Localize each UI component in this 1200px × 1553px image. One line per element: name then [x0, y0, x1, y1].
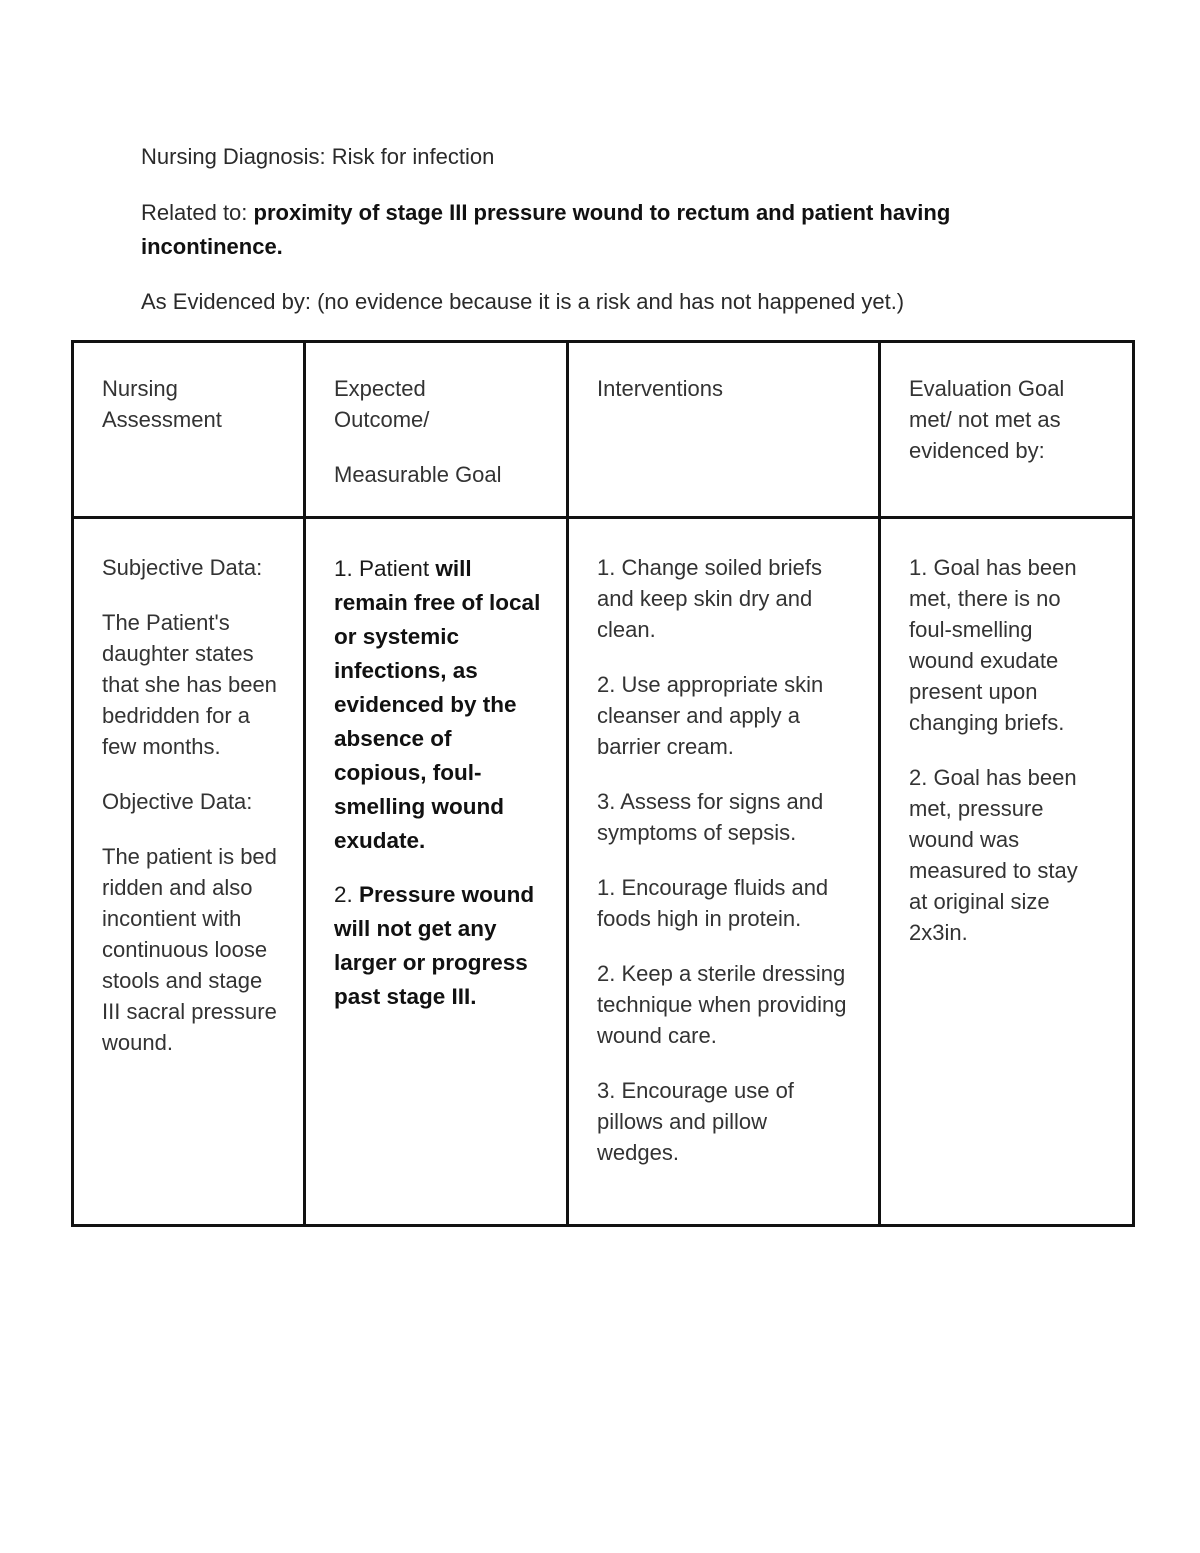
assessment-cell — [73, 518, 305, 1226]
objective-data-label: Objective Data: — [102, 789, 253, 814]
related-to — [141, 196, 1041, 264]
header-evaluation-text: Evaluation Goal met/ not met as evidenced by: — [909, 376, 1065, 463]
evaluation-item: 2. Goal has been met, pressure wound was measured to stay at original size 2x3in. — [909, 765, 1078, 945]
goal-text: will remain free of local or systemic infections, as evidenced by the absence of copious, foul-smelling wound exudate. — [334, 556, 541, 853]
intervention-item: 1. Encourage fluids and foods high in protein. — [597, 875, 829, 931]
evaluation-cell — [880, 518, 1134, 1226]
as-evidenced-by: As Evidenced by: (no evidence because it is a risk and has not happened yet.) — [141, 289, 905, 314]
intervention-item: 3. Assess for signs and symptoms of sepsis. — [597, 789, 824, 845]
header-interventions-text: Interventions — [597, 376, 723, 401]
table-header-row — [73, 342, 1134, 518]
subjective-data-label: Subjective Data: — [102, 555, 263, 580]
table-body-row — [73, 518, 1134, 1226]
header-evaluation — [880, 342, 1134, 518]
header-expected-outcome-text: Expected Outcome/ — [334, 376, 430, 432]
goal-text: Pressure wound will not get any larger or progress past stage III. — [334, 882, 535, 1009]
header-interventions — [568, 342, 880, 518]
related-to-text: proximity of stage III pressure wound to rectum and patient having incontinence. — [141, 200, 951, 259]
header-nursing-assessment-text: Nursing Assessment — [102, 376, 222, 432]
goal-item — [334, 552, 546, 858]
goal-prefix: 1. Patient — [334, 556, 436, 581]
intervention-item: 2. Use appropriate skin cleanser and apply a barrier cream. — [597, 672, 824, 759]
evaluation-item: 1. Goal has been met, there is no foul-smelling wound exudate present upon changing briefs. — [909, 555, 1077, 735]
subjective-data-text: The Patient's daughter states that she has been bedridden for a few months. — [102, 610, 277, 759]
goals-cell — [305, 518, 568, 1226]
care-plan-table — [71, 340, 1135, 1227]
header-measurable-goal-text: Measurable Goal — [334, 462, 502, 487]
header-expected-outcome — [305, 342, 568, 518]
intervention-item: 1. Change soiled briefs and keep skin dry and clean. — [597, 555, 823, 642]
intervention-item: 2. Keep a sterile dressing technique when providing wound care. — [597, 961, 847, 1048]
intervention-item: 3. Encourage use of pillows and pillow wedges. — [597, 1078, 794, 1165]
header-nursing-assessment — [73, 342, 305, 518]
interventions-cell — [568, 518, 880, 1226]
nursing-diagnosis: Nursing Diagnosis: Risk for infection — [141, 144, 495, 169]
related-to-label: Related to: — [141, 200, 254, 225]
goal-prefix: 2. — [334, 882, 360, 907]
objective-data-text: The patient is bed ridden and also incontient with continuous loose stools and stage III sacral pressure wound. — [102, 844, 277, 1055]
goal-item — [334, 878, 546, 1014]
